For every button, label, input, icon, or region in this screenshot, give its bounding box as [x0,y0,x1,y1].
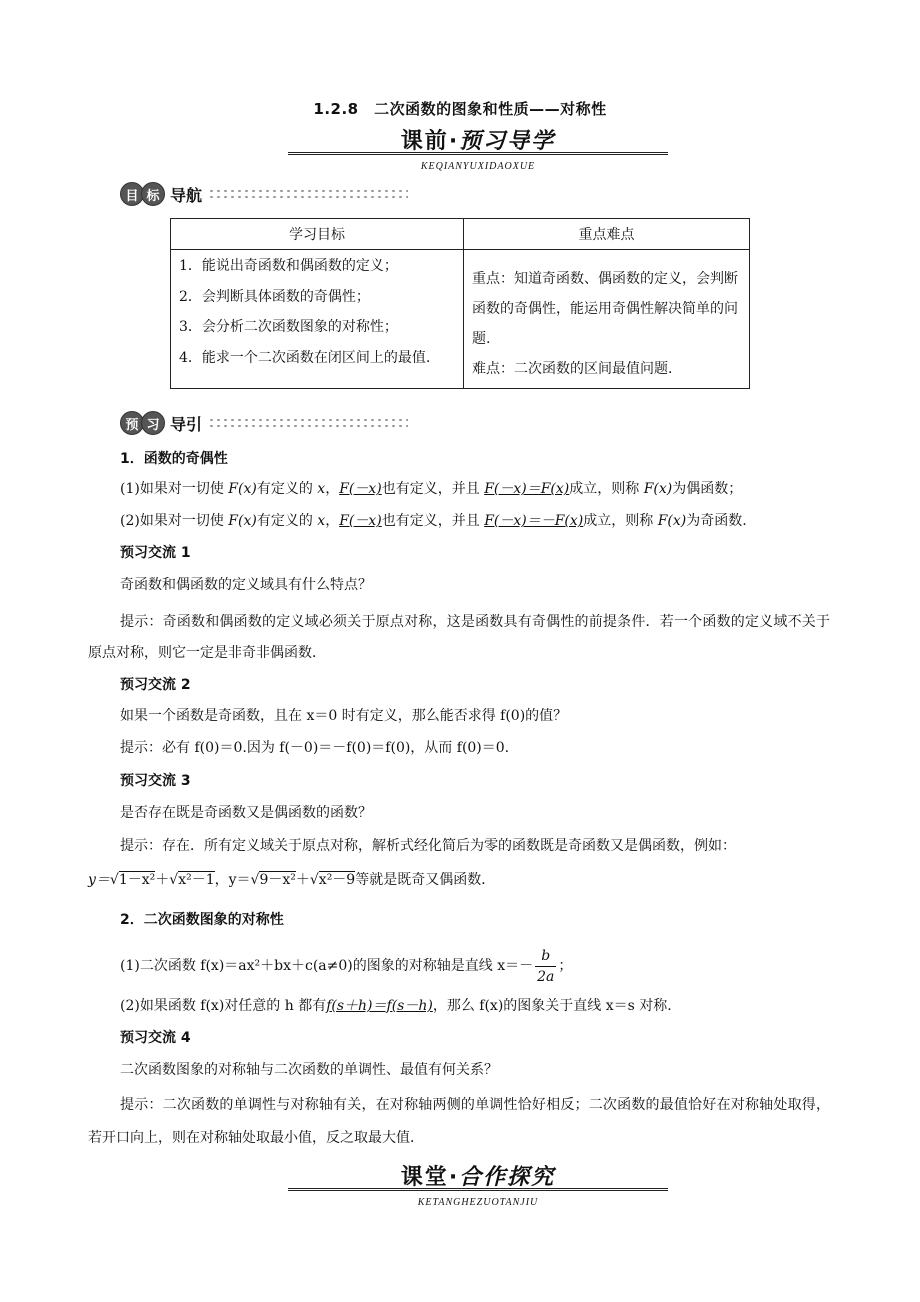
text: 也有定义，并且 [381,513,485,529]
list-item: 重点：知道奇函数、偶函数的定义，会判断函数的奇偶性，能运用奇偶性解决简单的问题. [472,271,738,347]
blank-answer: F(－x)＝－F(x) [484,513,584,529]
text: 为偶函数； [672,481,743,497]
section-header-preview [120,411,408,435]
blank-answer: F(－x)＝F(x) [484,481,570,497]
formula-example [88,870,830,890]
badge-char: 预 [120,411,144,435]
text: 为奇函数. [686,513,747,529]
symmetry-1 [120,942,862,990]
text: F(x) [228,481,257,497]
exchange-answer-2: 提示：必有 f(0)＝0.因为 f(－0)＝－f(0)＝f(0)，从而 f(0)＝0. [120,740,510,756]
exchange-answer-1: 提示：奇函数和偶函数的定义域必须关于原点对称，这是函数具有奇偶性的前提条件．若一个函数的定义域不关于原点对称，则它一定是非奇非偶函数． [88,614,830,661]
denominator: 2a [535,966,556,987]
text: x [317,513,326,529]
banner-rule [288,152,668,155]
text: (1)如果对一切使 [120,481,229,497]
keypoints-cell [464,250,750,389]
sqrt-icon: √ [309,872,319,888]
exchange-question-4: 二次函数图象的对称轴与二次函数的单调性、最值有何关系？ [120,1062,498,1078]
exchange-question-2: 如果一个函数是奇函数，且在 x＝0 时有定义，那么能否求得 f(0)的值？ [120,708,568,724]
text: y＝ [88,872,110,888]
dotted-divider [208,188,408,200]
heading-parity: 1．函数的奇偶性 [120,451,228,467]
page-title: 1.2.8 二次函数的图象和性质——对称性 [313,100,607,118]
def-odd [120,511,862,531]
text: ， [325,481,340,497]
table-header: 学习目标 [171,219,464,250]
exchange-answer-4: 提示：二次函数的单调性与对称轴有关，在对称轴两侧的单调性恰好相反；二次函数的最值恰好在对称轴处取得，若开口向上，则在对称轴处取最小值，反之取最大值． [88,1097,830,1146]
text: (1)二次函数 f(x)＝ax²＋bx＋c(a≠0)的图象的对称轴是直线 x＝－ [120,958,534,974]
text: ＋ [155,872,170,888]
preview-badge-icon [120,411,162,435]
exchange-title-1: 预习交流 1 [120,545,191,561]
exchange-question-1: 奇函数和偶函数的定义域具有什么特点？ [120,577,372,593]
section-label: 导引 [170,414,203,434]
list-item: 1．能说出奇函数和偶函数的定义； [179,258,398,274]
section-banner-class [288,1160,668,1208]
text: F(x) [228,513,257,529]
text: 有定义的 [256,513,318,529]
goals-table [170,218,750,389]
blank-answer: F(－x) [339,513,382,529]
list-item: 4．能求一个二次函数在闭区间上的最值. [179,349,431,366]
blank-answer: F(－x) [339,481,382,497]
banner-main-a: 课前 [400,129,449,154]
sqrt-icon: √ [250,872,260,888]
banner-main-a: 课堂 [400,1165,449,1190]
text: 等就是既奇又偶函数． [355,872,496,888]
fraction [535,946,556,987]
text: ； [558,958,573,974]
table-header: 重点难点 [464,219,750,250]
text: (2)如果对一切使 [120,513,229,529]
list-item: 难点：二次函数的区间最值问题. [472,361,673,377]
radicand: x²－1 [178,872,215,888]
text: ，那么 f(x)的图象关于直线 x＝s 对称. [432,998,672,1014]
section-header-goals [120,182,408,206]
def-even [120,479,862,499]
banner-main-b: 预习导学 [459,129,556,154]
badge-char: 目 [120,182,144,206]
banner-subtitle: KETANGHEZUOTANJIU [417,1197,539,1208]
text: 有定义的 [256,481,318,497]
text: F(x) [643,481,673,497]
banner-subtitle: KEQIANYUXIDAOXUE [420,161,536,172]
sqrt-icon: √ [109,872,119,888]
text: ， [325,513,340,529]
banner-main-b: 合作探究 [459,1165,556,1190]
banner-dot: · [448,129,460,154]
dotted-divider [208,417,408,429]
banner-rule [288,1188,668,1191]
text: 也有定义，并且 [381,481,485,497]
text: ＋ [295,872,310,888]
section-banner-preview [288,124,668,172]
exchange-title-2: 预习交流 2 [120,677,191,693]
text: 成立，则称 [569,481,644,497]
heading-symmetry: 2．二次函数图象的对称性 [120,912,284,928]
badge-char: 标 [141,182,165,206]
exchange-answer-3: 提示：存在．所有定义域关于原点对称，解析式经化简后为零的函数既是奇函数又是偶函数，例如： [120,838,736,854]
exchange-title-3: 预习交流 3 [120,773,191,789]
target-badge-icon [120,182,162,206]
text: x [317,481,326,497]
badge-char: 习 [141,411,165,435]
sqrt-icon: √ [169,872,179,888]
text: 成立，则称 [583,513,658,529]
text: F(x) [657,513,687,529]
goals-cell [171,250,464,389]
radicand: 1－x² [118,872,156,888]
text: ，y＝ [214,872,251,888]
section-label: 导航 [170,185,203,205]
blank-answer: f(s＋h)＝f(s－h) [326,998,433,1014]
numerator: b [541,947,551,964]
text: (2)如果函数 f(x)对任意的 h 都有 [120,998,327,1014]
radicand: x²－9 [318,872,356,888]
banner-dot: · [448,1165,460,1190]
exchange-question-3: 是否存在既是奇函数又是偶函数的函数？ [120,805,372,821]
symmetry-2 [120,996,862,1016]
list-item: 3．会分析二次函数图象的对称性； [179,319,398,335]
radicand: 9－x² [259,872,296,888]
exchange-title-4: 预习交流 4 [120,1030,191,1046]
list-item: 2．会判断具体函数的奇偶性； [179,288,370,305]
